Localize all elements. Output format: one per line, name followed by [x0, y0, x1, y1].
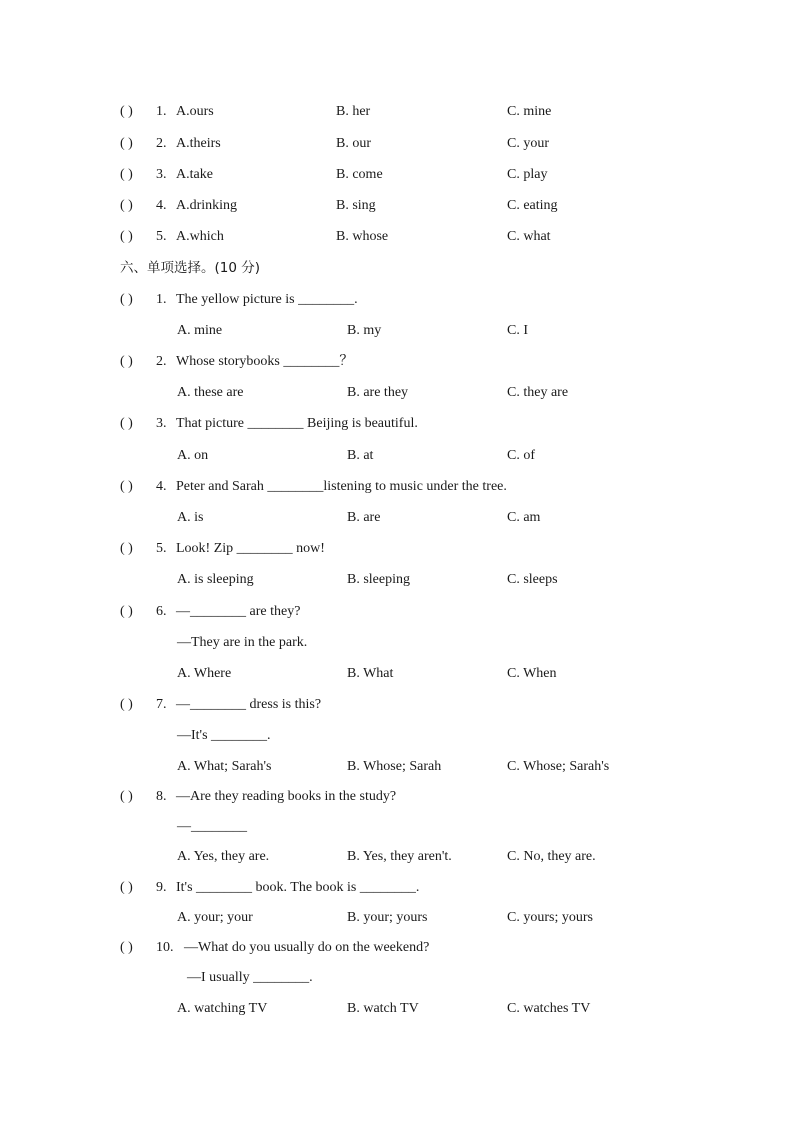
question-number: 5. — [156, 541, 167, 556]
options-row — [0, 507, 794, 529]
question-number: 2. — [156, 136, 167, 151]
question-stem-row — [0, 786, 794, 808]
question-number: 9. — [156, 880, 167, 895]
option-a: A.which — [176, 229, 224, 244]
option-b: B. sing — [336, 198, 376, 213]
section-heading-row — [0, 257, 794, 279]
option-c: C. of — [507, 448, 535, 463]
question-stem-row — [0, 351, 794, 373]
part5-item — [0, 226, 794, 248]
question-number: 4. — [156, 479, 167, 494]
option-a: A. is — [177, 510, 204, 525]
option-b: B. her — [336, 104, 371, 119]
question-stem-row — [0, 413, 794, 435]
question-stem-row — [0, 476, 794, 498]
option-a: A. What; Sarah's — [177, 759, 272, 774]
option-c: C. eating — [507, 198, 558, 213]
question-number: 3. — [156, 416, 167, 431]
question-number: 6. — [156, 604, 167, 619]
options-row — [0, 445, 794, 467]
answer-bracket[interactable]: ( ) — [120, 940, 133, 955]
option-a: A. on — [177, 448, 209, 463]
options-row — [0, 998, 794, 1020]
dialogue-row — [0, 725, 794, 747]
question-number: 3. — [156, 167, 167, 182]
options-row — [0, 569, 794, 591]
answer-bracket[interactable]: ( ) — [120, 416, 133, 431]
options-row — [0, 907, 794, 929]
option-b: B. my — [347, 323, 382, 338]
question-number: 1. — [156, 292, 167, 307]
dialogue-reply: —________ — [177, 819, 247, 834]
option-c: C. am — [507, 510, 541, 525]
answer-bracket[interactable]: ( ) — [120, 354, 133, 369]
option-a: A.ours — [176, 104, 214, 119]
option-a: A.take — [176, 167, 213, 182]
option-a: A. is sleeping — [177, 572, 254, 587]
question-stem: Peter and Sarah ________listening to music under the tree. — [176, 479, 507, 494]
dialogue-reply: —It's ________. — [177, 728, 271, 743]
options-row — [0, 382, 794, 404]
section-heading: 六、单项选择。(10 分) — [120, 260, 261, 276]
option-c: C. Whose; Sarah's — [507, 759, 610, 774]
answer-bracket[interactable]: ( ) — [120, 880, 133, 895]
option-c: C. your — [507, 136, 549, 151]
question-number: 5. — [156, 229, 167, 244]
answer-bracket[interactable]: ( ) — [120, 479, 133, 494]
option-a: A. mine — [177, 323, 223, 338]
option-c: C. play — [507, 167, 548, 182]
option-c: C. When — [507, 666, 557, 681]
option-b: B. sleeping — [347, 572, 410, 587]
option-c: C. what — [507, 229, 551, 244]
answer-bracket[interactable]: ( ) — [120, 136, 133, 151]
option-b: B. watch TV — [347, 1001, 419, 1016]
option-b: B. your; yours — [347, 910, 428, 925]
question-stem-row — [0, 694, 794, 716]
answer-bracket[interactable]: ( ) — [120, 541, 133, 556]
options-row — [0, 756, 794, 778]
answer-bracket[interactable]: ( ) — [120, 604, 133, 619]
question-number: 8. — [156, 789, 167, 804]
part5-item — [0, 101, 794, 123]
answer-bracket[interactable]: ( ) — [120, 697, 133, 712]
option-b: B. are they — [347, 385, 409, 400]
question-stem: —________ dress is this? — [176, 697, 322, 712]
option-c: C. yours; yours — [507, 910, 593, 925]
dialogue-row — [0, 632, 794, 654]
question-stem: The yellow picture is ________. — [176, 292, 358, 307]
options-row — [0, 663, 794, 685]
option-a: A. your; your — [177, 910, 253, 925]
question-stem-row — [0, 289, 794, 311]
answer-bracket[interactable]: ( ) — [120, 789, 133, 804]
option-b: B. come — [336, 167, 383, 182]
option-c: C. mine — [507, 104, 552, 119]
answer-bracket[interactable]: ( ) — [120, 167, 133, 182]
option-b: B. whose — [336, 229, 389, 244]
option-a: A. Yes, they are. — [177, 849, 270, 864]
question-stem-row — [0, 937, 794, 959]
dialogue-reply: —They are in the park. — [177, 635, 308, 650]
question-stem-row — [0, 877, 794, 899]
question-stem: Look! Zip ________ now! — [176, 541, 325, 556]
answer-bracket[interactable]: ( ) — [120, 292, 133, 307]
options-row — [0, 846, 794, 868]
dialogue-row — [0, 967, 794, 989]
option-a: A.theirs — [176, 136, 221, 151]
question-stem-row — [0, 538, 794, 560]
question-stem: It's ________ book. The book is ________. — [176, 880, 420, 895]
option-a: A. Where — [177, 666, 232, 681]
question-number: 2. — [156, 354, 167, 369]
dialogue-row — [0, 816, 794, 838]
part5-item — [0, 133, 794, 155]
part5-item — [0, 195, 794, 217]
answer-bracket[interactable]: ( ) — [120, 198, 133, 213]
question-number: 10. — [156, 940, 174, 955]
question-stem-row — [0, 601, 794, 623]
question-stem: —Are they reading books in the study? — [176, 789, 397, 804]
option-a: A. these are — [177, 385, 244, 400]
option-b: B. Whose; Sarah — [347, 759, 442, 774]
question-stem: That picture ________ Beijing is beautiful. — [176, 416, 418, 431]
option-c: C. watches TV — [507, 1001, 591, 1016]
question-number: 7. — [156, 697, 167, 712]
answer-bracket[interactable]: ( ) — [120, 104, 133, 119]
question-stem: Whose storybooks ________？ — [176, 354, 354, 369]
part5-item — [0, 164, 794, 186]
question-number: 4. — [156, 198, 167, 213]
option-b: B. Yes, they aren't. — [347, 849, 452, 864]
answer-bracket[interactable]: ( ) — [120, 229, 133, 244]
option-c: C. sleeps — [507, 572, 558, 587]
option-b: B. at — [347, 448, 374, 463]
option-b: B. our — [336, 136, 371, 151]
options-row — [0, 320, 794, 342]
question-number: 1. — [156, 104, 167, 119]
option-a: A. watching TV — [177, 1001, 268, 1016]
option-c: C. No, they are. — [507, 849, 596, 864]
option-b: B. What — [347, 666, 394, 681]
option-c: C. they are — [507, 385, 569, 400]
question-stem: —What do you usually do on the weekend? — [184, 940, 430, 955]
option-a: A.drinking — [176, 198, 238, 213]
option-c: C. I — [507, 323, 528, 338]
option-b: B. are — [347, 510, 381, 525]
question-stem: —________ are they? — [176, 604, 301, 619]
dialogue-reply: —I usually ________. — [187, 970, 313, 985]
